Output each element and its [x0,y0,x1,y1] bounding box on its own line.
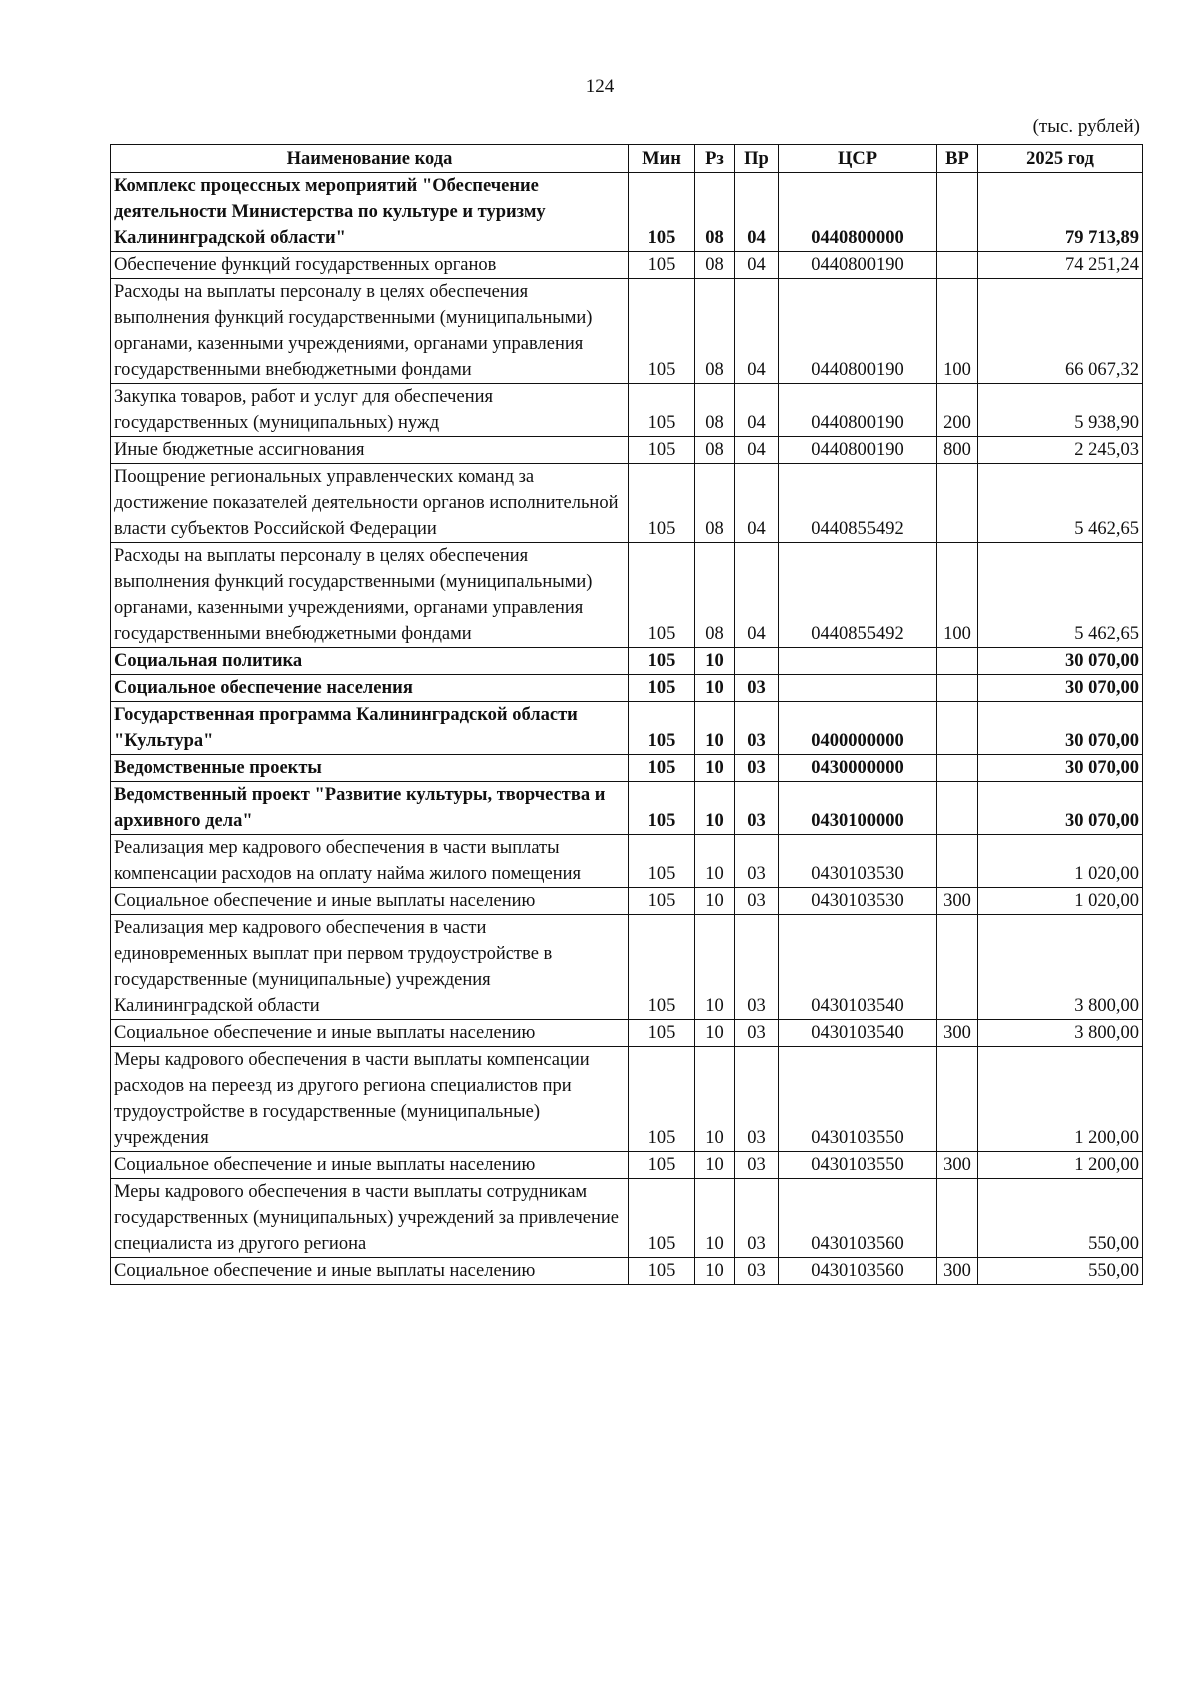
cell-rz: 10 [695,1179,735,1258]
table-row [111,464,1143,543]
cell-vr: 300 [937,1020,978,1047]
cell-amount: 30 070,00 [978,675,1143,702]
cell-vr: 300 [937,1152,978,1179]
cell-vr: 100 [937,543,978,648]
cell-rz: 10 [695,1047,735,1152]
cell-vr [937,648,978,675]
cell-name: Обеспечение функций государственных органов [111,252,629,279]
cell-pr: 04 [735,384,779,437]
cell-amount: 550,00 [978,1179,1143,1258]
cell-csr: 0400000000 [779,702,937,755]
cell-amount: 79 713,89 [978,173,1143,252]
cell-vr: 300 [937,1258,978,1285]
cell-min: 105 [629,782,695,835]
cell-csr: 0440800000 [779,173,937,252]
cell-rz: 10 [695,782,735,835]
cell-pr: 04 [735,173,779,252]
cell-amount: 1 200,00 [978,1047,1143,1152]
cell-vr: 800 [937,437,978,464]
cell-name: Поощрение региональных управленческих команд за достижение показателей деятельности органов исполнительной власти субъектов Российской Федерации [111,464,629,543]
cell-vr: 100 [937,279,978,384]
cell-min: 105 [629,648,695,675]
cell-vr [937,835,978,888]
cell-amount: 30 070,00 [978,782,1143,835]
cell-pr: 03 [735,888,779,915]
cell-rz: 10 [695,1258,735,1285]
cell-vr [937,702,978,755]
cell-min: 105 [629,384,695,437]
cell-vr: 200 [937,384,978,437]
cell-pr: 03 [735,675,779,702]
cell-min: 105 [629,252,695,279]
table-row [111,888,1143,915]
cell-rz: 08 [695,252,735,279]
header-vr: ВР [937,145,978,173]
cell-csr: 0430103560 [779,1258,937,1285]
cell-pr: 04 [735,543,779,648]
cell-csr: 0440855492 [779,543,937,648]
cell-pr: 03 [735,1020,779,1047]
cell-rz: 08 [695,464,735,543]
cell-amount: 1 020,00 [978,888,1143,915]
cell-min: 105 [629,915,695,1020]
table-row [111,1179,1143,1258]
header-min: Мин [629,145,695,173]
table-header-row [111,145,1143,173]
cell-amount: 74 251,24 [978,252,1143,279]
cell-name: Социальное обеспечение и иные выплаты населению [111,1020,629,1047]
cell-rz: 10 [695,755,735,782]
cell-pr: 03 [735,1258,779,1285]
table-row [111,675,1143,702]
cell-name: Социальное обеспечение населения [111,675,629,702]
cell-rz: 08 [695,543,735,648]
cell-name: Расходы на выплаты персоналу в целях обеспечения выполнения функций государственными (муниципальными) органами, казенными учреждениями, органами управления государственными внебюджетными фондами [111,279,629,384]
cell-pr: 04 [735,437,779,464]
cell-csr: 0440855492 [779,464,937,543]
cell-vr [937,915,978,1020]
table-row [111,1047,1143,1152]
table-row [111,1258,1143,1285]
cell-amount: 550,00 [978,1258,1143,1285]
cell-csr: 0430103540 [779,1020,937,1047]
table-row [111,1152,1143,1179]
cell-min: 105 [629,279,695,384]
cell-amount: 1 200,00 [978,1152,1143,1179]
cell-name: Социальное обеспечение и иные выплаты населению [111,888,629,915]
cell-rz: 10 [695,888,735,915]
table-row [111,252,1143,279]
table-row [111,384,1143,437]
table-row [111,648,1143,675]
cell-csr: 0430000000 [779,755,937,782]
cell-name: Меры кадрового обеспечения в части выплаты компенсации расходов на переезд из другого региона специалистов при трудоустройстве в государственные (муниципальные) учреждения [111,1047,629,1152]
cell-rz: 08 [695,279,735,384]
cell-name: Государственная программа Калининградской области "Культура" [111,702,629,755]
cell-vr [937,1047,978,1152]
cell-name: Расходы на выплаты персоналу в целях обеспечения выполнения функций государственными (муниципальными) органами, казенными учреждениями, органами управления государственными внебюджетными фондами [111,543,629,648]
cell-amount: 30 070,00 [978,755,1143,782]
cell-amount: 2 245,03 [978,437,1143,464]
cell-rz: 08 [695,437,735,464]
cell-amount: 3 800,00 [978,915,1143,1020]
cell-pr: 03 [735,835,779,888]
page-number: 124 [585,76,615,97]
cell-min: 105 [629,675,695,702]
cell-name: Ведомственные проекты [111,755,629,782]
cell-rz: 10 [695,1152,735,1179]
table-row [111,1020,1143,1047]
cell-pr: 03 [735,755,779,782]
cell-min: 105 [629,1179,695,1258]
cell-amount: 1 020,00 [978,835,1143,888]
cell-amount: 5 462,65 [978,464,1143,543]
header-csr: ЦСР [779,145,937,173]
cell-amount: 5 938,90 [978,384,1143,437]
table-row [111,279,1143,384]
header-rz: Рз [695,145,735,173]
units-note: (тыс. рублей) [1032,116,1140,137]
cell-amount: 5 462,65 [978,543,1143,648]
table-body [111,173,1143,1285]
cell-rz: 10 [695,1020,735,1047]
cell-name: Социальное обеспечение и иные выплаты населению [111,1152,629,1179]
cell-rz: 10 [695,648,735,675]
cell-amount: 66 067,32 [978,279,1143,384]
cell-vr [937,675,978,702]
cell-rz: 08 [695,384,735,437]
table-row [111,782,1143,835]
cell-vr: 300 [937,888,978,915]
cell-csr: 0430100000 [779,782,937,835]
cell-vr [937,755,978,782]
cell-rz: 10 [695,835,735,888]
cell-vr [937,464,978,543]
table-row [111,543,1143,648]
cell-name: Иные бюджетные ассигнования [111,437,629,464]
cell-csr: 0430103560 [779,1179,937,1258]
cell-min: 105 [629,1047,695,1152]
cell-min: 105 [629,1020,695,1047]
cell-name: Меры кадрового обеспечения в части выплаты сотрудникам государственных (муниципальных) учреждений за привлечение специалиста из другого региона [111,1179,629,1258]
cell-csr: 0440800190 [779,437,937,464]
table-row [111,755,1143,782]
cell-pr: 03 [735,915,779,1020]
cell-vr [937,252,978,279]
cell-csr [779,648,937,675]
cell-min: 105 [629,835,695,888]
table-row [111,835,1143,888]
cell-min: 105 [629,702,695,755]
cell-min: 105 [629,755,695,782]
cell-min: 105 [629,543,695,648]
cell-name: Реализация мер кадрового обеспечения в части единовременных выплат при первом трудоустройстве в государственные (муниципальные) учреждения Калининградской области [111,915,629,1020]
cell-amount: 30 070,00 [978,648,1143,675]
cell-name: Закупка товаров, работ и услуг для обеспечения государственных (муниципальных) нужд [111,384,629,437]
header-year: 2025 год [978,145,1143,173]
cell-name: Социальное обеспечение и иные выплаты населению [111,1258,629,1285]
cell-name: Ведомственный проект "Развитие культуры, творчества и архивного дела" [111,782,629,835]
cell-min: 105 [629,888,695,915]
cell-name: Комплекс процессных мероприятий "Обеспечение деятельности Министерства по культуре и туризму Калининградской области" [111,173,629,252]
cell-pr: 03 [735,1047,779,1152]
cell-min: 105 [629,1258,695,1285]
cell-pr: 03 [735,1179,779,1258]
cell-csr: 0440800190 [779,279,937,384]
cell-min: 105 [629,173,695,252]
cell-csr: 0430103530 [779,835,937,888]
cell-name: Социальная политика [111,648,629,675]
cell-csr: 0430103530 [779,888,937,915]
cell-pr: 04 [735,279,779,384]
cell-rz: 10 [695,675,735,702]
cell-pr: 03 [735,702,779,755]
cell-pr: 04 [735,464,779,543]
cell-csr: 0440800190 [779,384,937,437]
cell-amount: 3 800,00 [978,1020,1143,1047]
cell-csr: 0430103550 [779,1152,937,1179]
cell-pr [735,648,779,675]
cell-name: Реализация мер кадрового обеспечения в части выплаты компенсации расходов на оплату найма жилого помещения [111,835,629,888]
budget-table [110,144,1143,1285]
cell-csr [779,675,937,702]
cell-vr [937,173,978,252]
cell-pr: 03 [735,782,779,835]
cell-csr: 0430103540 [779,915,937,1020]
cell-pr: 04 [735,252,779,279]
table-row [111,702,1143,755]
table-row [111,437,1143,464]
cell-min: 105 [629,1152,695,1179]
cell-pr: 03 [735,1152,779,1179]
header-pr: Пр [735,145,779,173]
cell-rz: 08 [695,173,735,252]
cell-vr [937,782,978,835]
cell-rz: 10 [695,915,735,1020]
cell-min: 105 [629,437,695,464]
cell-amount: 30 070,00 [978,702,1143,755]
cell-vr [937,1179,978,1258]
cell-min: 105 [629,464,695,543]
header-name: Наименование кода [111,145,629,173]
cell-csr: 0440800190 [779,252,937,279]
table-row [111,173,1143,252]
cell-csr: 0430103550 [779,1047,937,1152]
table-row [111,915,1143,1020]
cell-rz: 10 [695,702,735,755]
